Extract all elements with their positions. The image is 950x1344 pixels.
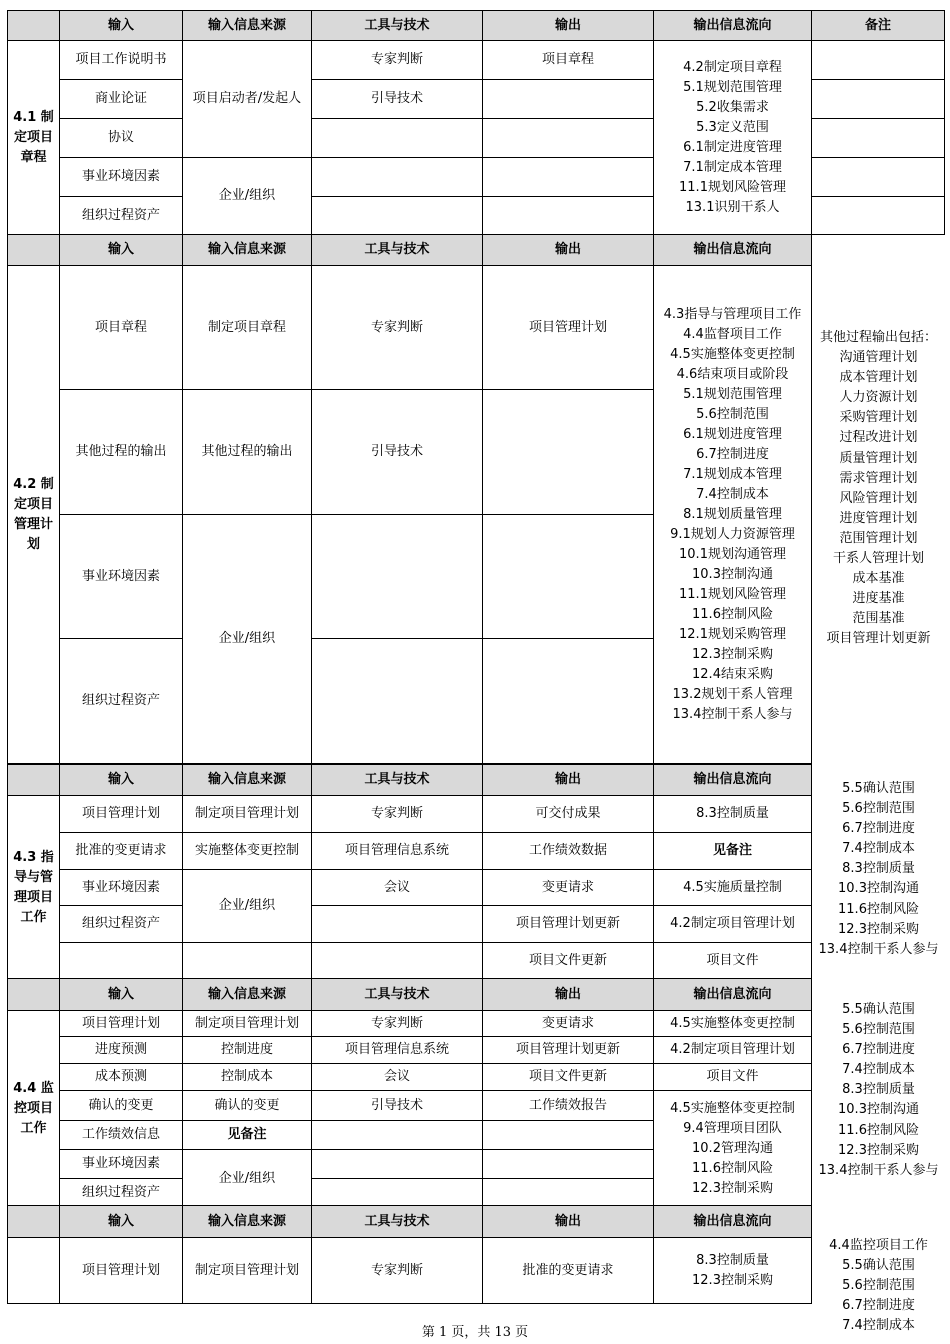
header-tools: 工具与技术 [312, 235, 483, 266]
note-line: 5.5确认范围 [842, 1258, 915, 1274]
output-cell: 可交付成果 [483, 796, 654, 833]
note-line: 过程改进计划 [839, 430, 918, 446]
output-cell [483, 197, 654, 235]
input-cell: 确认的变更 [60, 1091, 183, 1121]
output-cell [483, 1179, 654, 1208]
source-cell: 项目启动者/发起人 [183, 41, 312, 158]
note-line: 13.4控制干系人参与 [818, 1162, 939, 1178]
header-output: 输出 [483, 1206, 654, 1238]
table-4-3 [7, 764, 812, 980]
note-line: 12.3控制采购 [838, 921, 919, 937]
note-line: 范围基准 [852, 611, 905, 627]
tool-cell: 引导技术 [312, 390, 483, 515]
flow-line: 7.1制定成本管理 [683, 159, 782, 175]
flow-line: 7.1规划成本管理 [683, 466, 782, 482]
output-flow-cell: 项目文件 [654, 1064, 812, 1091]
remarks-note-4-4 [811, 1000, 946, 1181]
input-cell: 进度预测 [60, 1037, 183, 1064]
header-input: 输入 [60, 765, 183, 796]
flow-line: 5.1规划范围管理 [683, 386, 782, 402]
output-flow-cell: 4.5实施质量控制 [654, 870, 812, 906]
note-line: 5.5确认范围 [842, 1002, 915, 1017]
note-line: 其他过程输出包括： [819, 330, 937, 345]
flow-line: 12.3控制采购 [692, 1272, 773, 1288]
input-cell: 事业环境因素 [60, 515, 183, 639]
source-cell: 控制成本 [183, 1064, 312, 1091]
note-line: 5.6控制范围 [842, 1022, 915, 1038]
tool-cell [312, 943, 483, 980]
section-title-4-4: 4.4 监控项目工作 [8, 1011, 60, 1208]
output-cell: 变更请求 [483, 870, 654, 906]
header-input-source: 输入信息来源 [183, 765, 312, 796]
output-flow-cell: 4.2制定项目管理计划 [654, 906, 812, 943]
output-cell: 批准的变更请求 [483, 1238, 654, 1304]
flow-line: 8.1规划质量管理 [683, 506, 782, 522]
header-input-source: 输入信息来源 [183, 235, 312, 266]
header-output: 输出 [483, 235, 654, 266]
flow-line: 10.3控制沟通 [692, 566, 773, 582]
flow-line: 4.5实施整体变更控制 [670, 1101, 795, 1116]
source-cell: 企业/组织 [183, 515, 312, 764]
header-input: 输入 [60, 979, 183, 1011]
note-line: 4.4监控项目工作 [829, 1238, 928, 1253]
tool-cell: 专家判断 [312, 796, 483, 833]
input-cell: 组织过程资产 [60, 197, 183, 235]
flow-line: 10.2管理沟通 [692, 1141, 773, 1156]
header-input-source: 输入信息来源 [183, 979, 312, 1011]
header-remarks: 备注 [812, 11, 945, 41]
output-cell [483, 80, 654, 119]
note-line: 13.4控制干系人参与 [818, 941, 939, 957]
remarks-cell [812, 41, 945, 80]
header-input: 输入 [60, 235, 183, 266]
tool-cell [312, 1121, 483, 1150]
flow-line: 8.3控制质量 [696, 1252, 769, 1268]
flow-line: 12.3控制采购 [692, 1181, 773, 1196]
flow-line: 6.1规划进度管理 [683, 426, 782, 442]
flow-line: 9.4管理项目团队 [683, 1121, 782, 1136]
flow-line: 11.6控制风险 [692, 1161, 773, 1176]
input-cell: 商业论证 [60, 80, 183, 119]
tool-cell: 引导技术 [312, 80, 483, 119]
input-cell: 事业环境因素 [60, 158, 183, 197]
input-cell: 项目管理计划 [60, 1011, 183, 1037]
note-line: 质量管理计划 [839, 450, 918, 466]
note-line: 10.3控制沟通 [838, 881, 919, 897]
tool-cell: 会议 [312, 1064, 483, 1091]
source-cell: 企业/组织 [183, 158, 312, 235]
tool-cell: 项目管理信息系统 [312, 833, 483, 870]
output-cell: 项目管理计划 [483, 266, 654, 390]
header-output-flow: 输出信息流向 [654, 1206, 812, 1238]
output-flow-cell [654, 266, 812, 764]
output-cell: 工作绩效数据 [483, 833, 654, 870]
source-cell: 见备注 [183, 1121, 312, 1150]
source-cell: 确认的变更 [183, 1091, 312, 1121]
output-flow-cell: 4.2制定项目管理计划 [654, 1037, 812, 1064]
tool-cell [312, 906, 483, 943]
note-line: 12.3控制采购 [838, 1142, 919, 1158]
source-cell: 制定项目管理计划 [183, 1011, 312, 1037]
flow-line: 6.7控制进度 [696, 446, 769, 462]
tool-cell: 项目管理信息系统 [312, 1037, 483, 1064]
note-line: 7.4控制成本 [842, 841, 915, 857]
flow-line: 4.4监督项目工作 [683, 326, 782, 342]
page-footer: 第 1 页，共 13 页 [421, 1325, 529, 1340]
header-output-flow: 输出信息流向 [654, 235, 812, 266]
source-cell: 制定项目管理计划 [183, 796, 312, 833]
header-blank [8, 11, 60, 41]
output-cell: 项目文件更新 [483, 943, 654, 980]
source-cell: 控制进度 [183, 1037, 312, 1064]
note-line: 11.6控制风险 [838, 901, 919, 917]
note-line: 沟通管理计划 [839, 350, 918, 366]
source-cell: 实施整体变更控制 [183, 833, 312, 870]
tool-cell: 会议 [312, 870, 483, 906]
note-line: 需求管理计划 [839, 470, 918, 486]
note-line: 8.3控制质量 [842, 861, 915, 877]
flow-line: 5.3定义范围 [696, 119, 769, 135]
flow-line: 6.1制定进度管理 [683, 139, 782, 155]
tool-cell: 专家判断 [312, 1238, 483, 1304]
source-cell: 企业/组织 [183, 1150, 312, 1208]
output-cell: 工作绩效报告 [483, 1091, 654, 1121]
table-4-4 [7, 978, 812, 1208]
tool-cell: 引导技术 [312, 1091, 483, 1121]
note-line: 6.7控制进度 [842, 1042, 915, 1058]
note-line: 7.4控制成本 [842, 1318, 915, 1334]
input-cell: 项目管理计划 [60, 1238, 183, 1304]
note-line: 成本管理计划 [839, 370, 918, 386]
flow-line: 5.2收集需求 [696, 99, 769, 115]
note-line: 进度基准 [852, 591, 905, 607]
remarks-note-4-3 [811, 779, 946, 960]
header-tools: 工具与技术 [312, 765, 483, 796]
source-cell: 其他过程的输出 [183, 390, 312, 515]
input-cell: 批准的变更请求 [60, 833, 183, 870]
input-cell: 事业环境因素 [60, 870, 183, 906]
input-cell: 其他过程的输出 [60, 390, 183, 515]
flow-line: 13.2规划干系人管理 [672, 686, 793, 702]
flow-line: 12.1规划采购管理 [679, 626, 786, 642]
output-cell [483, 158, 654, 197]
flow-line: 11.1规划风险管理 [679, 179, 786, 195]
output-cell: 项目章程 [483, 41, 654, 80]
table-4-5 [7, 1205, 812, 1304]
input-cell: 组织过程资产 [60, 1179, 183, 1208]
note-line: 人力资源计划 [839, 390, 918, 406]
tool-cell: 专家判断 [312, 41, 483, 80]
output-flow-cell [654, 1091, 812, 1208]
tool-cell: 专家判断 [312, 1011, 483, 1037]
note-line: 范围管理计划 [839, 530, 918, 546]
flow-line: 4.5实施整体变更控制 [670, 346, 795, 362]
note-line: 5.6控制范围 [842, 1278, 915, 1294]
header-output: 输出 [483, 979, 654, 1011]
input-cell: 组织过程资产 [60, 639, 183, 764]
tool-cell [312, 197, 483, 235]
flow-line: 4.6结束项目或阶段 [676, 366, 789, 382]
input-cell: 项目工作说明书 [60, 41, 183, 80]
tool-cell [312, 119, 483, 158]
remarks-cell [812, 158, 945, 197]
output-cell: 项目管理计划更新 [483, 906, 654, 943]
output-flow-cell [654, 41, 812, 235]
input-cell: 成本预测 [60, 1064, 183, 1091]
flow-line: 13.4控制干系人参与 [672, 706, 793, 722]
source-cell [183, 943, 312, 980]
tool-cell [312, 1150, 483, 1179]
note-line: 5.6控制范围 [842, 801, 915, 817]
output-cell [483, 119, 654, 158]
note-line: 成本基准 [852, 571, 905, 587]
tool-cell [312, 515, 483, 639]
flow-line: 13.1识别干系人 [685, 199, 780, 215]
output-flow-cell: 8.3控制质量 [654, 796, 812, 833]
output-cell [483, 390, 654, 515]
header-input: 输入 [60, 1206, 183, 1238]
note-line: 风险管理计划 [839, 490, 918, 506]
header-blank [8, 235, 60, 266]
note-line: 8.3控制质量 [842, 1082, 915, 1098]
flow-line: 9.1规划人力资源管理 [670, 526, 795, 542]
output-cell [483, 1150, 654, 1179]
note-line: 进度管理计划 [839, 510, 918, 526]
output-flow-cell [654, 1238, 812, 1304]
flow-line: 12.4结束采购 [692, 666, 773, 682]
note-line: 采购管理计划 [839, 410, 918, 426]
input-cell: 事业环境因素 [60, 1150, 183, 1179]
tool-cell [312, 1179, 483, 1208]
output-cell [483, 515, 654, 639]
output-flow-cell: 4.5实施整体变更控制 [654, 1011, 812, 1037]
remarks-note-4-2 [811, 328, 946, 650]
output-cell: 项目管理计划更新 [483, 1037, 654, 1064]
note-line: 5.5确认范围 [842, 781, 915, 796]
source-cell: 制定项目管理计划 [183, 1238, 312, 1304]
input-cell: 协议 [60, 119, 183, 158]
section-title-4-2: 4.2 制定项目管理计划 [8, 266, 60, 764]
note-line: 10.3控制沟通 [838, 1102, 919, 1118]
input-cell: 项目章程 [60, 266, 183, 390]
header-input: 输入 [60, 11, 183, 41]
output-cell: 变更请求 [483, 1011, 654, 1037]
flow-line: 7.4控制成本 [696, 486, 769, 502]
header-input-source: 输入信息来源 [183, 11, 312, 41]
input-cell: 组织过程资产 [60, 906, 183, 943]
note-line: 7.4控制成本 [842, 1062, 915, 1078]
header-tools: 工具与技术 [312, 979, 483, 1011]
flow-line: 4.2制定项目章程 [683, 59, 782, 75]
tool-cell [312, 158, 483, 197]
source-cell: 制定项目章程 [183, 266, 312, 390]
remarks-cell [812, 119, 945, 158]
input-cell [60, 943, 183, 980]
header-input-source: 输入信息来源 [183, 1206, 312, 1238]
header-blank [8, 765, 60, 796]
flow-line: 12.3控制采购 [692, 646, 773, 662]
header-blank [8, 979, 60, 1011]
table-4-1 [7, 10, 945, 235]
header-tools: 工具与技术 [312, 1206, 483, 1238]
header-output-flow: 输出信息流向 [654, 11, 812, 41]
header-output-flow: 输出信息流向 [654, 765, 812, 796]
remarks-cell [812, 80, 945, 119]
flow-line: 5.6控制范围 [696, 406, 769, 422]
header-output-flow: 输出信息流向 [654, 979, 812, 1011]
output-flow-cell: 项目文件 [654, 943, 812, 980]
note-line: 11.6控制风险 [838, 1122, 919, 1138]
tool-cell: 专家判断 [312, 266, 483, 390]
flow-line: 11.6控制风险 [692, 606, 773, 622]
note-line: 干系人管理计划 [832, 551, 924, 567]
output-cell [483, 1121, 654, 1150]
table-4-2 [7, 234, 812, 764]
source-cell: 企业/组织 [183, 870, 312, 943]
note-line: 6.7控制进度 [842, 1298, 915, 1314]
header-output: 输出 [483, 765, 654, 796]
flow-line: 11.1规划风险管理 [679, 586, 786, 602]
note-line: 6.7控制进度 [842, 821, 915, 837]
input-cell: 项目管理计划 [60, 796, 183, 833]
flow-line: 5.1规划范围管理 [683, 79, 782, 95]
flow-line: 4.3指导与管理项目工作 [663, 306, 802, 322]
tool-cell [312, 639, 483, 764]
output-cell: 项目文件更新 [483, 1064, 654, 1091]
output-cell [483, 639, 654, 764]
section-title-4-3: 4.3 指导与管理项目工作 [8, 796, 60, 980]
output-flow-cell: 见备注 [654, 833, 812, 870]
section-title-4-5 [8, 1238, 60, 1304]
input-cell: 工作绩效信息 [60, 1121, 183, 1150]
note-line: 项目管理计划更新 [826, 631, 931, 647]
header-output: 输出 [483, 11, 654, 41]
header-tools: 工具与技术 [312, 11, 483, 41]
remarks-cell [812, 197, 945, 235]
section-title-4-1: 4.1 制定项目章程 [8, 41, 60, 235]
flow-line: 10.1规划沟通管理 [679, 546, 786, 562]
header-blank [8, 1206, 60, 1238]
